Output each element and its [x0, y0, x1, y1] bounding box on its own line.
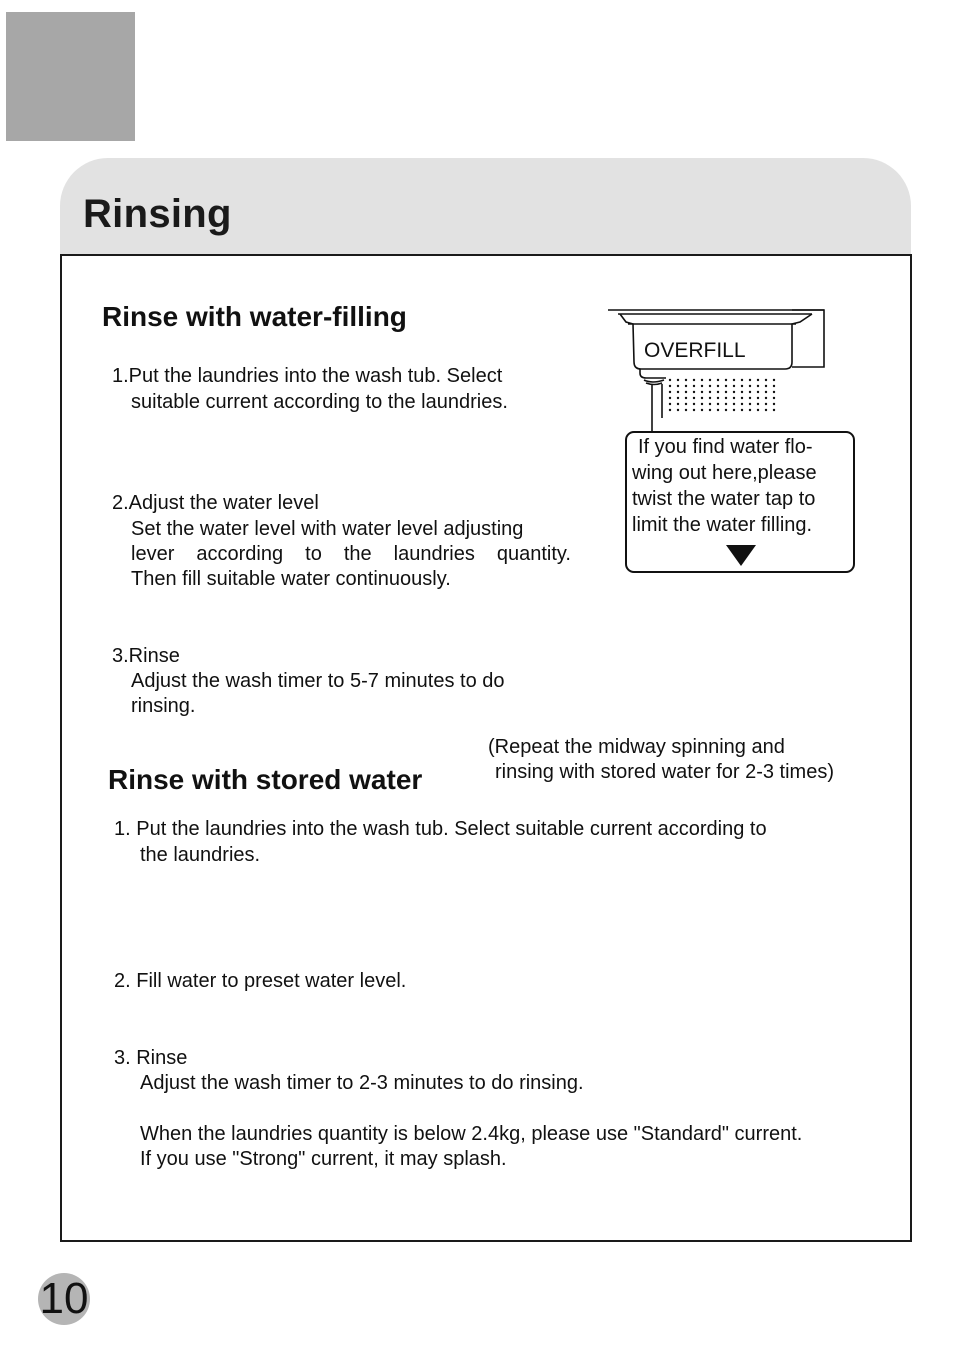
stored-step1-line1: 1. Put the laundries into the wash tub. Select suitable current according to [114, 818, 767, 840]
callout-line3: twist the water tap to [632, 488, 816, 510]
stored-step3-note-line1: When the laundries quantity is below 2.4kg, please use "Standard" current. [140, 1123, 803, 1145]
callout-line2: wing out here,please [632, 462, 817, 484]
callout-box [625, 431, 855, 573]
overfill-outlet-illustration [600, 300, 840, 435]
step3-title: 3.Rinse [112, 645, 180, 667]
step3-line1: Adjust the wash timer to 5-7 minutes to do [131, 670, 505, 692]
repeat-note-line1: (Repeat the midway spinning and [488, 736, 785, 758]
step3-line2: rinsing. [131, 695, 196, 717]
overfill-label: OVERFILL [644, 339, 746, 362]
step2-line3: Then fill suitable water continuously. [131, 568, 451, 590]
step2-title: 2.Adjust the water level [112, 492, 319, 514]
page-title: Rinsing [83, 192, 232, 236]
repeat-note-line2: rinsing with stored water for 2-3 times) [495, 761, 835, 783]
step2-line2: lever according to the laundries quantity. [131, 543, 571, 565]
step2-line1: Set the water level with water level adjusting [131, 518, 524, 540]
callout-line4: limit the water filling. [632, 514, 813, 536]
section-heading-water-filling: Rinse with water-filling [102, 301, 407, 332]
callout-line1: If you find water flo- [638, 436, 813, 458]
stored-step3-note-line2: If you use "Strong" current, it may splash. [140, 1148, 507, 1170]
stored-step1-line2: the laundries. [140, 844, 261, 866]
stored-step3-title: 3. Rinse [114, 1047, 188, 1069]
stored-step2-line1: 2. Fill water to preset water level. [114, 970, 407, 992]
stored-step3-line1: Adjust the wash timer to 2-3 minutes to do rinsing. [140, 1072, 584, 1094]
down-arrow-icon [726, 545, 756, 567]
page-number: 10 [39, 1274, 89, 1323]
step1-line2: suitable current according to the laundries. [131, 391, 508, 413]
corner-gray-square [6, 12, 135, 141]
step1-line1: 1.Put the laundries into the wash tub. Select [112, 365, 503, 387]
section-heading-stored-water: Rinse with stored water [108, 764, 423, 795]
